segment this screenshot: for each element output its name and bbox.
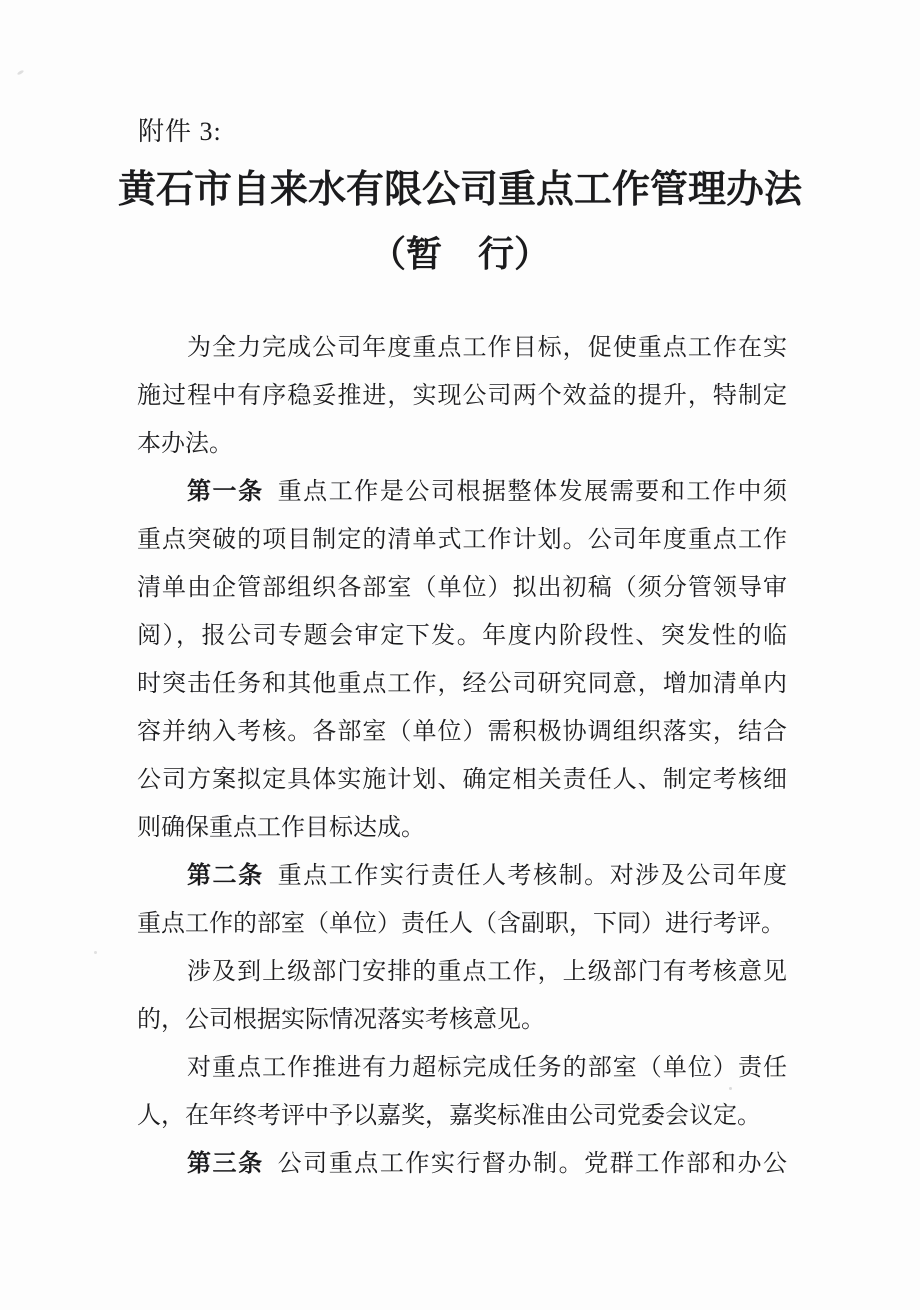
document-title: 黄石市自来水有限公司重点工作管理办法 — [117, 169, 802, 211]
text-line — [137, 708, 787, 756]
scan-speck — [17, 69, 25, 75]
text-line — [137, 1092, 787, 1140]
text-line — [137, 948, 787, 996]
text-line — [137, 564, 787, 612]
line-text: 对重点工作推进有力超标完成任务的部室（单位）责任 — [187, 1055, 787, 1081]
line-text: 的，公司根据实际情况落实考核意见。 — [137, 1007, 545, 1033]
text-line — [137, 612, 787, 660]
attachment-label: 附件 3: — [138, 117, 222, 146]
line-text: 则确保重点工作目标达成。 — [137, 815, 425, 841]
line-text: 公司方案拟定具体实施计划、确定相关责任人、制定考核细 — [137, 767, 787, 793]
line-text: 时突击任务和其他重点工作，经公司研究同意，增加清单内 — [137, 671, 787, 697]
text-line — [137, 1140, 787, 1188]
line-text: 重点突破的项目制定的清单式工作计划。公司年度重点工作 — [137, 527, 787, 553]
article-number: 第三条 — [187, 1151, 264, 1177]
scan-speck — [94, 951, 97, 954]
line-text: 阅），报公司专题会审定下发。年度内阶段性、突发性的临 — [137, 623, 787, 649]
article-number: 第二条 — [187, 863, 264, 889]
line-text: 人，在年终考评中予以嘉奖，嘉奖标准由公司党委会议定。 — [137, 1103, 761, 1129]
line-text: 公司重点工作实行督办制。党群工作部和办公 — [277, 1151, 787, 1177]
line-text: 清单由企管部组织各部室（单位）拟出初稿（须分管领导审 — [137, 575, 787, 601]
text-line — [137, 756, 787, 804]
line-text: 涉及到上级部门安排的重点工作，上级部门有考核意见 — [187, 959, 787, 985]
line-text: 本办法。 — [137, 431, 233, 457]
text-line — [137, 1044, 787, 1092]
text-line — [137, 996, 787, 1044]
text-line — [137, 660, 787, 708]
text-line — [137, 516, 787, 564]
text-line — [137, 372, 787, 420]
text-line — [137, 804, 787, 852]
line-text: 为全力完成公司年度重点工作目标，促使重点工作在实 — [187, 335, 787, 361]
text-line — [137, 852, 787, 900]
document-subtitle: （暂 行） — [369, 234, 550, 274]
line-text: 重点工作实行责任人考核制。对涉及公司年度 — [277, 863, 787, 889]
text-line — [137, 324, 787, 372]
line-text: 重点工作的部室（单位）责任人（含副职，下同）进行考评。 — [137, 911, 785, 937]
line-text: 施过程中有序稳妥推进，实现公司两个效益的提升，特制定 — [137, 383, 787, 409]
text-line — [137, 468, 787, 516]
line-text: 容并纳入考核。各部室（单位）需积极协调组织落实，结合 — [137, 719, 787, 745]
document-body — [137, 324, 787, 1188]
line-text: 重点工作是公司根据整体发展需要和工作中须 — [277, 479, 787, 505]
article-number: 第一条 — [187, 479, 264, 505]
text-line — [137, 900, 787, 948]
text-line — [137, 420, 787, 468]
